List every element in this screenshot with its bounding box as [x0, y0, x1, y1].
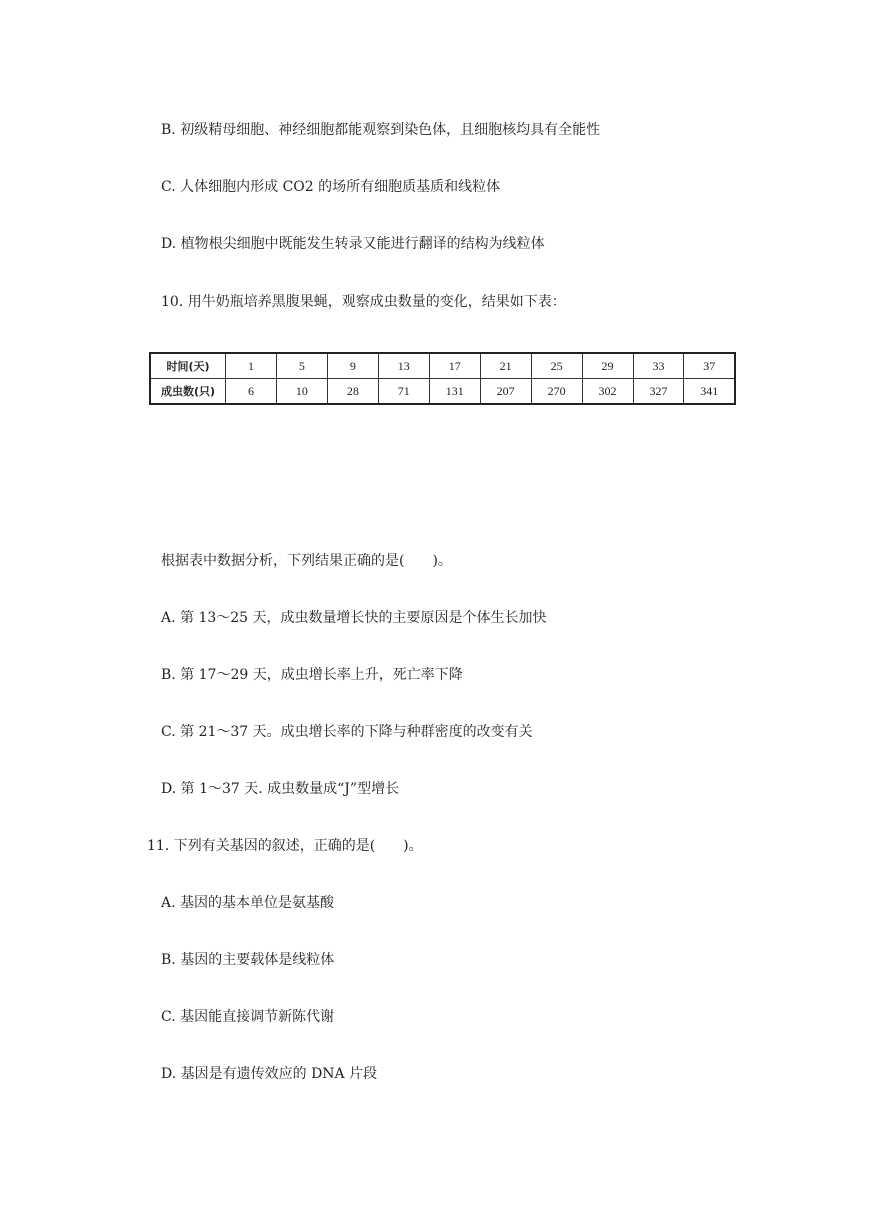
q10-prompt: 根据表中数据分析，下列结果正确的是( )。 [161, 553, 452, 569]
table-cell-count: 302 [582, 379, 633, 405]
q9-option-d: D. 植物根尖细胞中既能发生转录又能进行翻译的结构为线粒体 [161, 236, 545, 252]
table-cell-count: 270 [531, 379, 582, 405]
table-cell-count: 10 [276, 379, 327, 405]
q11-stem: 11. 下列有关基因的叙述，正确的是( )。 [147, 838, 423, 854]
table-cell-count: 131 [429, 379, 480, 405]
q10-stem: 10. 用牛奶瓶培养黑腹果蝇，观察成虫数量的变化，结果如下表： [161, 294, 566, 310]
table-cell-day: 33 [633, 353, 684, 379]
table-cell-count: 28 [327, 379, 378, 405]
table-cell-day: 17 [429, 353, 480, 379]
table-cell-count: 327 [633, 379, 684, 405]
q10-option-b: B. 第 17～29 天，成虫增长率上升，死亡率下降 [161, 667, 463, 683]
q9-option-c: C. 人体细胞内形成 CO2 的场所有细胞质基质和线粒体 [161, 179, 501, 195]
q11-option-d: D. 基因是有遗传效应的 DNA 片段 [161, 1066, 378, 1082]
row-header-days: 时间(天) [150, 353, 226, 379]
table-cell-day: 37 [684, 353, 735, 379]
data-table [149, 352, 736, 405]
table-cell-day: 9 [327, 353, 378, 379]
table-row-days [150, 353, 735, 379]
q10-option-d: D. 第 1～37 天. 成虫数量成“J”型增长 [161, 781, 400, 797]
table-cell-day: 1 [226, 353, 277, 379]
table-cell-count: 6 [226, 379, 277, 405]
table-cell-day: 21 [480, 353, 531, 379]
table-row-counts [150, 379, 735, 405]
q11-option-c: C. 基因能直接调节新陈代谢 [161, 1009, 335, 1025]
table-cell-count: 341 [684, 379, 735, 405]
q11-option-a: A. 基因的基本单位是氨基酸 [161, 895, 335, 911]
fruitfly-data-table [149, 352, 736, 405]
table-cell-day: 13 [378, 353, 429, 379]
table-cell-count: 207 [480, 379, 531, 405]
table-cell-day: 5 [276, 353, 327, 379]
q10-option-a: A. 第 13～25 天，成虫数量增长快的主要原因是个体生长加快 [161, 610, 547, 626]
table-cell-day: 25 [531, 353, 582, 379]
row-header-counts: 成虫数(只) [150, 379, 226, 405]
q9-option-b: B. 初级精母细胞、神经细胞都能观察到染色体，且细胞核均具有全能性 [161, 122, 601, 138]
q10-option-c: C. 第 21～37 天。成虫增长率的下降与种群密度的改变有关 [161, 724, 533, 740]
table-cell-count: 71 [378, 379, 429, 405]
table-cell-day: 29 [582, 353, 633, 379]
q11-option-b: B. 基因的主要载体是线粒体 [161, 952, 335, 968]
